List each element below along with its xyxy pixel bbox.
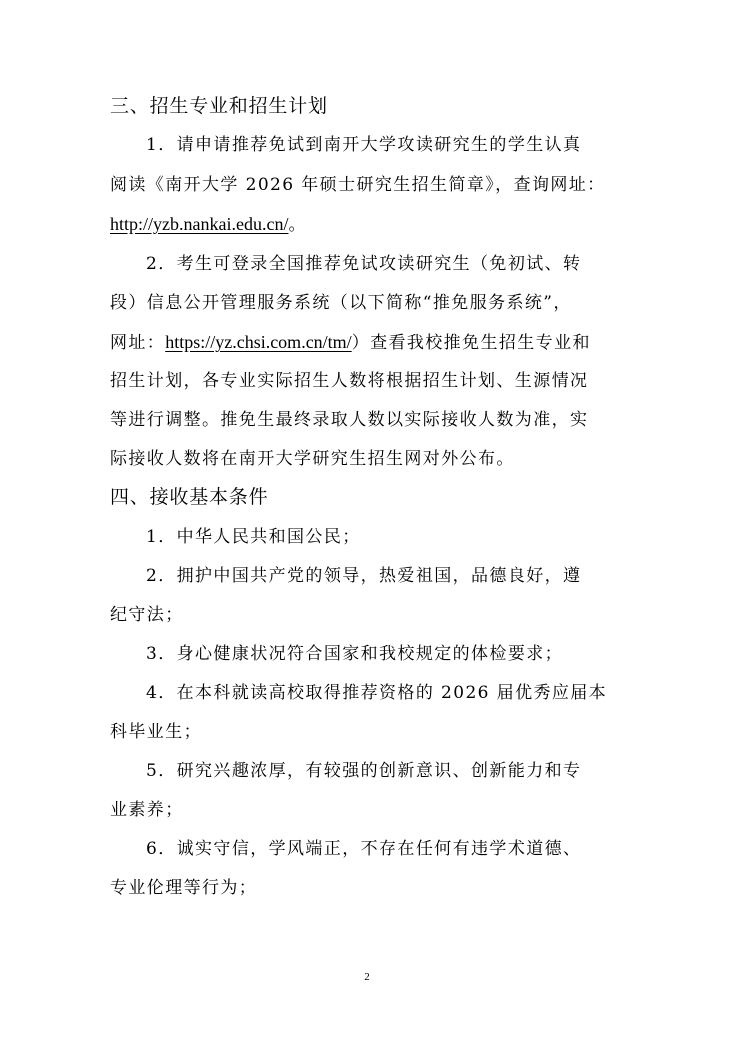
paragraph-text: ）查看我校推免生招生专业和: [351, 333, 591, 353]
section-heading-basic-conditions: 四、接收基本条件: [110, 486, 269, 508]
list-item: 6．诚实守信，学风端正，不存在任何有违学术道德、: [146, 839, 582, 859]
list-item-continuation: 科毕业生；: [110, 722, 202, 742]
list-item: 4．在本科就读高校取得推荐资格的 2026 届优秀应届本: [146, 683, 608, 703]
section-heading-enrollment-plan: 三、招生专业和招生计划: [110, 95, 328, 117]
paragraph-line: 1．请申请推荐免试到南开大学攻读研究生的学生认真: [146, 135, 582, 155]
paragraph-line: 阅读《南开大学 2026 年硕士研究生招生简章》，查询网址：: [110, 175, 606, 195]
list-item-continuation: 专业伦理等行为；: [110, 878, 258, 898]
paragraph-line: 2．考生可登录全国推荐免试攻读研究生（免初试、转: [146, 254, 582, 274]
paragraph-line: 段）信息公开管理服务系统（以下简称“推免服务系统”，: [110, 293, 572, 313]
paragraph-line: [110, 330, 591, 355]
list-item: 3．身心健康状况符合国家和我校规定的体检要求；: [146, 644, 564, 664]
page-number: 2: [364, 971, 370, 983]
punctuation: 。: [288, 215, 307, 235]
paragraph-line: 招生计划，各专业实际招生人数将根据招生计划、生源情况: [110, 371, 589, 391]
nankai-admission-link[interactable]: http://yzb.nankai.edu.cn/: [110, 214, 289, 234]
list-item: 1．中华人民共和国公民；: [146, 527, 361, 547]
list-item-continuation: 纪守法；: [110, 605, 184, 625]
list-item: 5．研究兴趣浓厚，有较强的创新意识、创新能力和专: [146, 761, 582, 781]
paragraph-line: 等进行调整。推免生最终录取人数以实际接收人数为准，实: [110, 410, 589, 430]
url-label: 网址：: [110, 333, 166, 353]
paragraph-line: 际接收人数将在南开大学研究生招生网对外公布。: [110, 449, 515, 469]
chsi-tm-link[interactable]: https://yz.chsi.com.cn/tm/: [165, 332, 352, 352]
paragraph-line: [110, 212, 307, 237]
list-item-continuation: 业素养；: [110, 800, 184, 820]
list-item: 2．拥护中国共产党的领导，热爱祖国，品德良好，遵: [146, 566, 582, 586]
